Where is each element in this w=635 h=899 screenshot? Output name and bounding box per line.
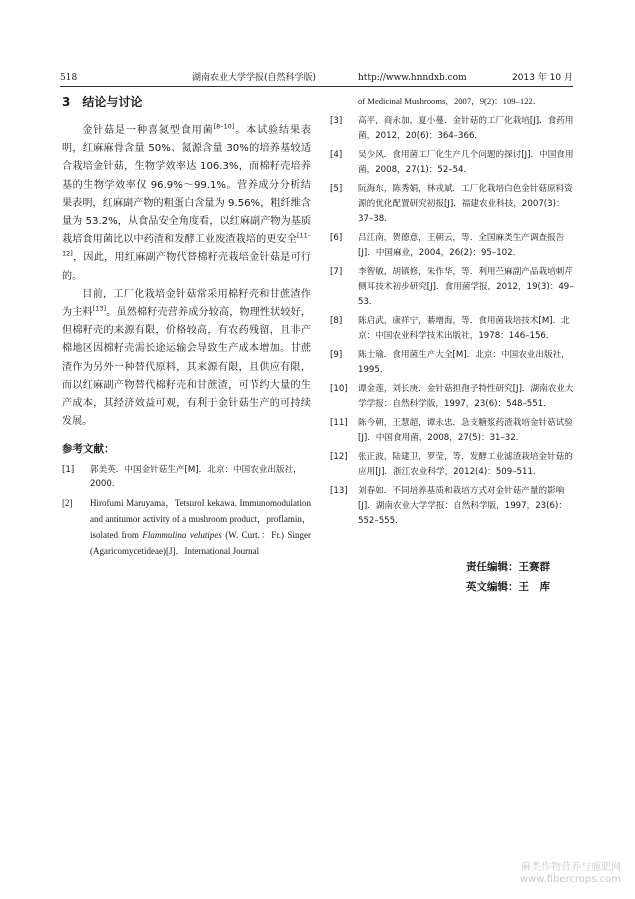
reference-text: 高平，商永加，夏小蔓．金针菇的工厂化栽培[J]．食药用菌，2012，20(6)：364–366． (358, 116, 574, 141)
reference-number: [12] (330, 452, 348, 462)
reference-number: [1] (62, 465, 75, 476)
reference-text: 陈今朝，王慧超，谭永忠．急支糖浆药渣栽培金针菇试验[J]．中国食用菌，2008，27(5)：31–32． (358, 418, 573, 443)
section-title: 3 结论与讨论 (62, 95, 143, 109)
paragraph-1 (62, 122, 311, 286)
reference-number: [9] (330, 350, 343, 360)
reference-item (330, 265, 576, 310)
reference-item (330, 231, 576, 261)
reference-text: 刘春如．不同培养基质和栽培方式对金针菇产量的影响[J]．湖南农业大学学报：自然科学版，1997，23(6)：552–555． (358, 486, 567, 526)
citation-8-10: [8–10] (213, 122, 235, 131)
reference-list (330, 114, 576, 529)
reference-item (330, 450, 576, 480)
reference-number: [10] (330, 384, 348, 394)
issue-date: 2013 年 10 月 (512, 73, 573, 83)
watermark-line-2: www.fibercrops.com (519, 874, 621, 885)
reference-item (62, 495, 311, 559)
reference-item (330, 382, 576, 412)
species-name: Flammulina velutipes (142, 530, 222, 541)
reference-number: [5] (330, 184, 343, 194)
reference-item (62, 463, 311, 491)
responsible-editor: 责任编辑：王赛群 (466, 561, 550, 573)
reference-text: 吴少风．食用菌工厂化生产几个问题的探讨[J]．中国食用菌，2008，27(1)：52–54． (358, 150, 574, 175)
reference-item (330, 484, 576, 529)
p2-text-a: 目前，工厂化栽培金针菇常采用棉籽壳和甘蔗渣作为主料 (62, 288, 311, 319)
running-header (60, 71, 573, 85)
reference-text: 陈士瑜．食用菌生产大全[M]．北京：中国农业出版社，1995． (358, 350, 570, 375)
reference-text: 谭金莲，刘长庚．金针菇担孢子特性研究[J]．湖南农业大学学报：自然科学版，1997，23(6)：548–551． (358, 384, 574, 409)
reference-text: 张正波，陆建卫，罗莹，等．发酵工业滤渣栽培金针菇的应用[J]．浙江农业科学，2012(4)：509–511． (358, 452, 573, 477)
reference-number: [13] (330, 486, 348, 496)
reference-item (330, 114, 576, 144)
reference-item (330, 314, 576, 344)
editor-block (330, 557, 576, 597)
reference-number: [4] (330, 150, 343, 160)
reference-item (330, 416, 576, 446)
right-column (330, 94, 576, 597)
page-number: 518 (60, 73, 78, 83)
reference-item (330, 348, 576, 378)
citation-11-12: [11–12] (62, 231, 311, 259)
reference-text: 李智敏，胡镇修，朱作华，等．利用苎麻副产品栽培刺芹侧耳技术初步研究[J]．食用菌学报，2012，19(3)：49–53． (358, 267, 574, 307)
reference-number: [2] (62, 498, 73, 509)
reference-number: [7] (330, 267, 343, 277)
paragraph-2 (62, 286, 311, 432)
p1-text-b: 。本试验结果表明，红麻麻骨含量 50%、氮源含量 30%的培养基较适合栽培金针菇，生物学效率达 106.3%，而棉籽壳培养基的生物学效率仅 96.9%～99.1%。营养成分分析结果表明，红麻副产物的粗蛋白含量为 9.56%，粗纤维含量为 53.2%，从食品安全角度看，以红麻副产物为基质栽培食用菌比以中药渣和发酵工业废渣栽培的更安全 (62, 125, 312, 246)
p1-text-a: 金针菇是一种喜氮型食用菌 (82, 125, 214, 136)
citation-13: [13] (92, 304, 107, 313)
left-column (62, 94, 311, 563)
reference-text: 陈启武，康祥宁，綦增海，等．食用菌栽培技术[M]．北京：中国农业科学技术出版社，1978：146–156． (358, 316, 570, 341)
reference-text-b: (W. Curt.：Fr.) Singer (Agaricomycetideae)[J]．International Journal (90, 530, 311, 557)
reference-number: [3] (330, 116, 343, 126)
reference-text-a: Hirofumi Maruyama，TetsuroI kekawa. Immunomodulation and antitumor activity of a mushroom product，proflamin，isolated from (90, 498, 311, 541)
english-editor: 英文编辑：王 库 (466, 581, 550, 593)
header-rule (60, 86, 573, 87)
p2-text-b: 。虽然棉籽壳营养成分较高，物理性状较好，但棉籽壳的来源有限，价格较高，有农药残留，且非产棉地区因棉籽壳需长途运输会导致生产成本增加。甘蔗渣作为另外一种替代原料，其来源有限，且供应有限，而以红麻副产物替代棉籽壳和甘蔗渣，可节约大量的生产成本，其经济效益可观，有利于金针菇生产的可持续发展。 (62, 307, 312, 428)
reference-number: [6] (330, 233, 343, 243)
journal-url[interactable]: http://www.hnndxb.com (358, 73, 467, 83)
watermark-line-1: 麻类作物营养与施肥网 (521, 862, 621, 873)
watermark (520, 862, 621, 886)
journal-name: 湖南农业大学学报(自然科学版) (192, 73, 317, 83)
reference-text: 郭美英．中国金针菇生产[M]．北京：中国农业出版社，2000． (90, 465, 302, 490)
p1-text-c: ，因此，用红麻副产物代替棉籽壳栽培金针菇是可行的。 (62, 252, 311, 282)
reference-continuation: of Medicinal Mushrooms，2007，9(2)：109–122． (358, 96, 542, 106)
reference-text: 吕江南，贺德意，王朝云，等．全国麻类生产调查报告[J]．中国麻业，2004，26(2)：95–102． (358, 233, 565, 258)
reference-item (330, 148, 576, 178)
reference-text: 阮海东，陈秀娟，林戎斌．工厂化栽培白色金针菇原料资源的优化配置研究初报[J]．福建农业科技，2007(3)：37–38． (358, 184, 573, 224)
reference-item (330, 182, 576, 227)
reference-number: [8] (330, 316, 343, 326)
references-heading: 参考文献： (62, 443, 115, 456)
reference-number: [11] (330, 418, 348, 428)
